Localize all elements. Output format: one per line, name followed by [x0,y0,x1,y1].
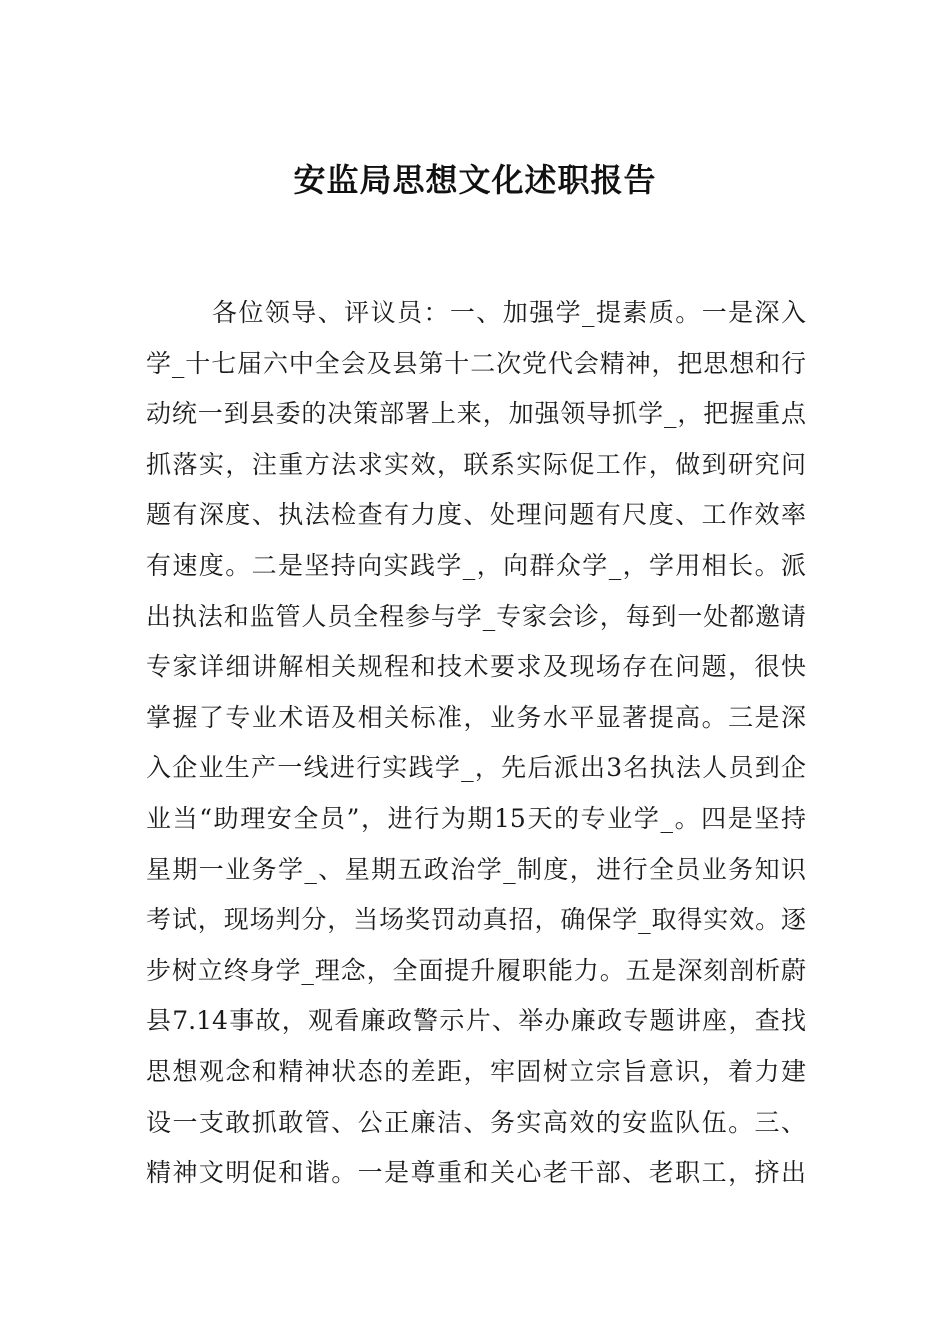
body-line: 县7.14事故，观看廉政警示片、举办廉政专题讲座，查找 [146,1006,806,1036]
body-line: 各位领导、评议员：一、加强学_提素质。一是深入 [212,298,806,327]
body-line: 设一支敢抓敢管、公正廉洁、务实高效的安监队伍。三、 [146,1107,806,1137]
document-title: 安监局思想文化述职报告 [293,161,657,199]
body-line: 思想观念和精神状态的差距，牢固树立宗旨意识，着力建 [146,1056,806,1086]
body-line: 步树立终身学_理念，全面提升履职能力。五是深刻剖析蔚 [146,955,806,985]
body-line: 掌握了专业术语及相关标准，业务水平显著提高。三是深 [146,702,806,732]
body-line: 有速度。二是坚持向实践学_，向群众学_，学用相长。派 [146,550,806,580]
document-body [146,288,806,1199]
body-line: 题有深度、执法检查有力度、处理问题有尺度、工作效率 [146,500,806,530]
body-line: 入企业生产一线进行实践学_，先后派出3名执法人员到企 [146,753,806,783]
body-line: 考试，现场判分，当场奖罚动真招，确保学_取得实效。逐 [146,905,806,935]
body-line: 学_十七届六中全会及县第十二次党代会精神，把思想和行 [146,348,806,378]
body-line: 出执法和监管人员全程参与学_专家会诊，每到一处都邀请 [146,601,806,631]
body-line: 精神文明促和谐。一是尊重和关心老干部、老职工，挤出 [146,1158,806,1188]
body-line: 业当“助理安全员”，进行为期15天的专业学_。四是坚持 [146,803,806,833]
body-line: 动统一到县委的决策部署上来，加强领导抓学_，把握重点 [146,399,806,429]
body-line: 专家详细讲解相关规程和技术要求及现场存在问题，很快 [146,652,806,682]
body-line: 星期一业务学_、星期五政治学_制度，进行全员业务知识 [146,854,806,884]
body-line: 抓落实，注重方法求实效，联系实际促工作，做到研究问 [146,449,806,479]
